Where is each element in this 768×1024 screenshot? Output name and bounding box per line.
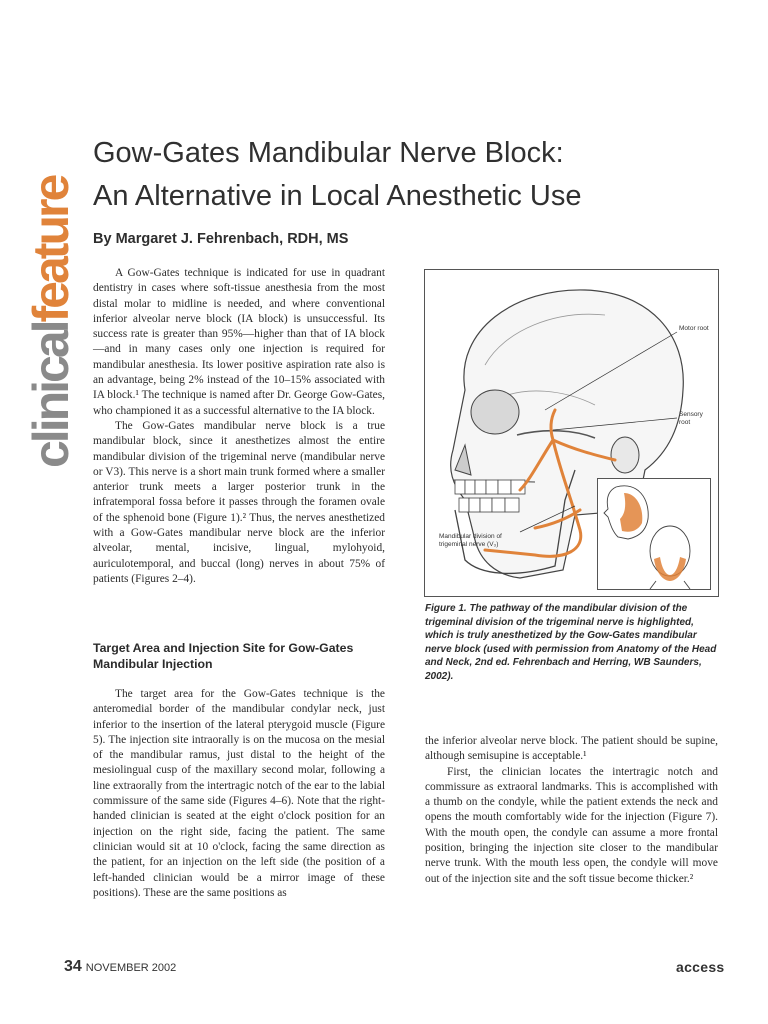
sensory-root-label: Sensory root	[679, 411, 703, 426]
title-line-1: Gow-Gates Mandibular Nerve Block:	[93, 137, 564, 169]
page-number: 34	[64, 958, 82, 975]
section-label-part1: clinical	[23, 322, 79, 468]
intro-paragraph-1: A Gow-Gates technique is indicated for use in quadrant dentistry in cases where soft-tissue anesthesia from the most distal molar to midline is needed, and where conventional inferior alveolar nerve block (IA block) is unsuccessful. Its success rate is greater than 95%—higher than that of IA block—and in many cases only one injection is required for mandibular anesthesia. Its lower positive aspiration rate also is an advantage, being 2% instead of the 10–15% associated with IA block.¹ The technique is named after Dr. George Gow-Gates, who championed it as a successful alternative to the IA block.	[93, 267, 385, 417]
title-line-2: An Alternative in Local Anesthetic Use	[93, 180, 582, 212]
section-label	[23, 130, 79, 470]
publication-name: access	[676, 959, 725, 975]
target-paragraph: The target area for the Gow-Gates technique is the anteromedial border of the mandibular condylar neck, just inferior to the insertion of the lateral pterygoid muscle (Figure 5). The injection site intraorally is on the mucosa on the mesial of the mandibular ramus, just distal to the height of the mesiolingual cusp of the maxillary second molar, following a line extraorally from the intertragic notch of the ear to the labial commissure of the same side (Figures 4–6). Note that the right-handed clinician is seated at the eight o'clock position for an injection on the right side, facing the patient. The same clinician would sit at 10 o'clock, facing the same direction as the patient, for an injection on the left side (the position of a left-handed clinician would be a mirror image of these positions). These are the same positions as	[93, 688, 385, 899]
right-paragraph-1: the inferior alveolar nerve block. The patient should be supine, although semisupine is acceptable.¹	[425, 735, 718, 763]
intro-paragraph-2: The Gow-Gates mandibular nerve block is a true mandibular block, since it anesthetizes almost the entire mandibular division of the trigeminal nerve (mandibular nerve or V3). This nerve is a short main trunk formed where a smaller anterior trunk meets a larger posterior trunk in the infratemporal fossa before it passes through the foramen ovale of the sphenoid bone (Figure 1).² Thus, the nerves anesthetized with a Gow-Gates mandibular nerve block are the inferior alveolar, mental, incisive, lingual, mylohyoid, auriculotemporal, and buccal (long) nerves in about 75% of patients (Figures 2–4).	[93, 419, 385, 585]
motor-root-label: Motor root	[679, 325, 709, 332]
footer-left	[64, 958, 176, 976]
intro-column	[93, 266, 385, 587]
inset-illustration	[597, 478, 711, 590]
figure-1	[424, 269, 719, 597]
inset-heads	[598, 479, 710, 589]
section-label-part2: feature	[23, 176, 79, 323]
right-column	[425, 734, 718, 887]
article-title	[93, 132, 713, 218]
figure-caption: Figure 1. The pathway of the mandibular division of the trigeminal division of the trigeminal nerve is highlighted, which is truly anesthetized by the Gow-Gates mandibular nerve block (used with permission from Anatomy of the Head and Neck, 2nd ed. Fehrenbach and Herring, WB Saunders, 2002).	[425, 603, 717, 682]
issue-date: NOVEMBER 2002	[85, 962, 177, 974]
right-paragraph-2: First, the clinician locates the intertragic notch and commissure as extraoral landmarks. This is accomplished with a thumb on the condyle, while the patient extends the neck and opens the mouth comfortably wide for the injection (Figure 7). With the mouth open, the condyle can assume a more frontal position, bringing the injection site closer to the mandibular nerve trunk. With the mouth less open, the condyle will move out of the injection site and the soft tissue become thicker.²	[425, 765, 718, 885]
section-label-graphic	[23, 130, 79, 470]
mandibular-division-label: Mandibular division of trigeminal nerve (V₃)	[439, 533, 502, 548]
target-column	[93, 687, 385, 901]
svg-text:clinicalfeature	[23, 175, 79, 468]
byline: By Margaret J. Fehrenbach, RDH, MS	[93, 231, 349, 247]
section-subhead: Target Area and Injection Site for Gow-Gates Mandibular Injection	[93, 641, 354, 671]
